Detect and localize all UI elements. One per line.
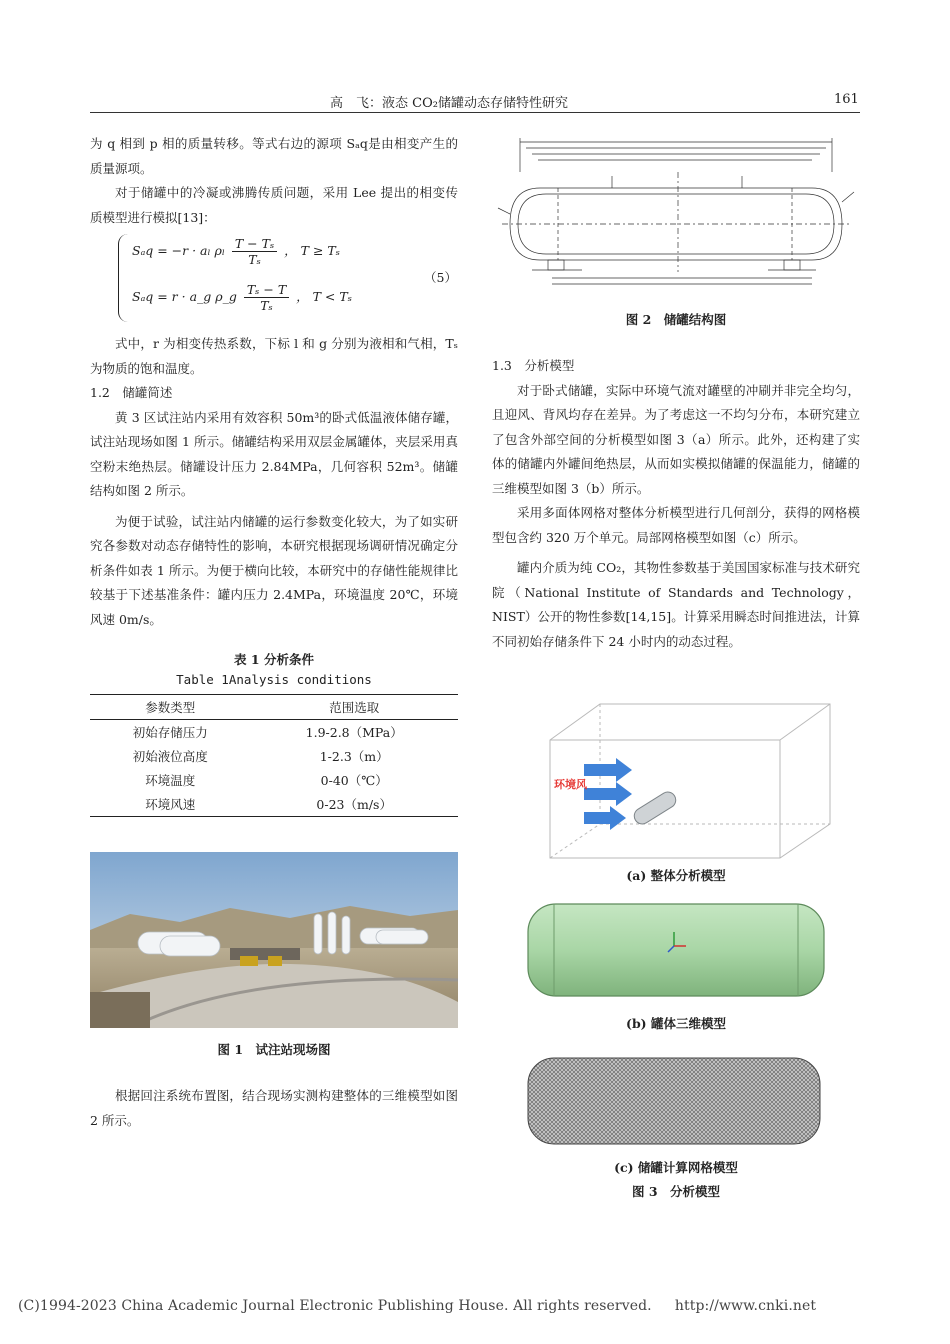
table-1 <box>90 694 458 817</box>
tank-structure-drawing <box>492 132 860 300</box>
section-heading-1-3: 1.3 分析模型 <box>492 358 575 373</box>
eq2-condition: ， T < Tₛ <box>296 289 352 304</box>
copyright-footer <box>18 1298 816 1314</box>
paragraph: 为 q 相到 p 相的质量转移。等式右边的源项 Sₐq是由相变产生的质量源项。 <box>90 136 458 176</box>
table-row <box>90 720 458 745</box>
tank-3d-illustration <box>524 896 828 1004</box>
equation-5 <box>118 234 458 326</box>
paragraph: 为便于试验，试注站内储罐的运行参数变化较大，为了如实研究各参数对动态存储特性的影响，本研究根据现场调研情况确定分析条件如表 1 所示。为便于横向比较，本研究中的存储性能规律比较基于下述基准条件：罐内压力 2.4MPa，环境温度 20℃，环境风速 0m/s。 <box>90 513 458 627</box>
equation-line-2 <box>132 282 352 313</box>
left-column-top <box>90 132 458 230</box>
figure-3b-caption: (b) 罐体三维模型 <box>626 1016 726 1031</box>
right-column-text <box>492 354 860 654</box>
figure-2-tank-drawing <box>492 132 860 300</box>
figure-3c-mesh-model <box>524 1054 824 1148</box>
equation-line-1 <box>132 236 340 267</box>
figure-1-caption: 图 1 试注站现场图 <box>217 1042 331 1057</box>
table-row <box>90 768 458 792</box>
wind-label: 环境风 <box>554 778 587 791</box>
figure-3a-domain-model <box>540 700 840 860</box>
table-header-row <box>90 695 458 720</box>
eq1-numerator: T − Tₛ <box>232 236 277 252</box>
table-1-title-en: Table 1Analysis conditions <box>176 672 372 687</box>
eq1-fraction <box>232 236 277 267</box>
wind-arrows <box>584 758 632 830</box>
left-column-middle <box>90 332 458 632</box>
figure-3c-caption: (c) 储罐计算网格模型 <box>614 1160 738 1175</box>
tank-in-domain <box>631 789 678 827</box>
paragraph: 式中，r 为相变传热系数，下标 l 和 g 分别为液相和气相，Tₛ为物质的饱和温度。 <box>90 336 458 376</box>
running-header-title: 高 飞：液态 CO₂储罐动态存储特性研究 <box>330 96 568 111</box>
table-cell: 1.9-2.8（MPa） <box>305 725 403 740</box>
page-number: 161 <box>834 92 859 107</box>
paragraph: 对于储罐中的冷凝或沸腾传质问题，采用 Lee 提出的相变传质模型进行模拟[13]： <box>90 185 458 225</box>
equation-number: （5） <box>424 270 457 285</box>
eq1-denominator: Tₛ <box>248 252 261 267</box>
eq2-lhs: Sₐq = r · a_g ρ_g <box>132 289 237 304</box>
table-header-cell: 范围选取 <box>329 700 380 715</box>
section-heading-1-2: 1.2 储罐简述 <box>90 385 173 400</box>
figure-3a-caption: (a) 整体分析模型 <box>626 868 726 883</box>
table-header-cell: 参数类型 <box>145 700 196 715</box>
paragraph: 采用多面体网格对整体分析模型进行几何剖分，获得的网格模型包含约 320 万个单元。局部网格模型如图（c）所示。 <box>492 505 860 545</box>
figure-3b-tank-model <box>524 896 828 1004</box>
table-cell: 环境风速 <box>145 797 196 812</box>
figure-1-site-photo <box>90 852 458 1028</box>
paragraph: 黄 3 区试注站内采用有效容积 50m³的卧式低温液体储存罐，试注站现场如图 1 所示。储罐结构采用双层金属罐体，夹层采用真空粉末绝热层。储罐设计压力 2.84MPa，几何容积 52m³。储罐结构如图 2 所示。 <box>90 409 458 498</box>
figure-2-caption: 图 2 储罐结构图 <box>625 312 727 327</box>
mesh-illustration <box>524 1054 824 1148</box>
eq1-lhs: Sₐq = −r · aₗ ρₗ <box>132 243 225 258</box>
table-cell: 0-40（℃） <box>320 773 388 788</box>
copyright-text: (C)1994-2023 China Academic Journal Electronic Publishing House. All rights reserved. <box>18 1298 652 1314</box>
table-1-title: 表 1 分析条件 <box>234 652 314 667</box>
table-cell: 初始存储压力 <box>132 725 208 740</box>
eq2-denominator: Tₛ <box>260 298 273 313</box>
figure-3-caption: 图 3 分析模型 <box>631 1184 721 1199</box>
header-rule <box>90 112 860 113</box>
table-row <box>90 744 458 768</box>
eq2-numerator: Tₛ − T <box>244 282 289 298</box>
table-row <box>90 792 458 817</box>
table-cell: 0-23（m/s） <box>316 797 392 812</box>
eq2-fraction <box>244 282 289 313</box>
equation-brace <box>118 234 129 322</box>
table-cell: 1-2.3（m） <box>319 749 389 764</box>
left-column-bottom <box>90 1084 458 1133</box>
footer-url[interactable]: http://www.cnki.net <box>674 1298 817 1314</box>
table-cell: 初始液位高度 <box>132 749 208 764</box>
table-cell: 环境温度 <box>145 773 196 788</box>
site-photo-illustration <box>90 852 458 1028</box>
paragraph: 罐内介质为纯 CO₂，其物性参数基于美国国家标准与技术研究院（National Institute of Standards and Technology，NIST）公开的物性参数[14,15]。计算采用瞬态时间推进法，计算不同初始存储条件下 24 小时内的动态过程。 <box>492 560 860 649</box>
eq1-condition: ， T ≥ Tₛ <box>284 243 340 258</box>
paragraph: 根据回注系统布置图，结合现场实测构建整体的三维模型如图 2 所示。 <box>90 1088 458 1128</box>
paragraph: 对于卧式储罐，实际中环境气流对罐壁的冲刷并非完全均匀，且迎风、背风均存在差异。为了考虑这一不均匀分布，本研究建立了包含外部空间的分析模型如图 3（a）所示。此外，还构建了实体的储罐内外罐间绝热层，从而如实模拟储罐的保温能力，储罐的三维模型如图 3（b）所示。 <box>492 382 860 496</box>
